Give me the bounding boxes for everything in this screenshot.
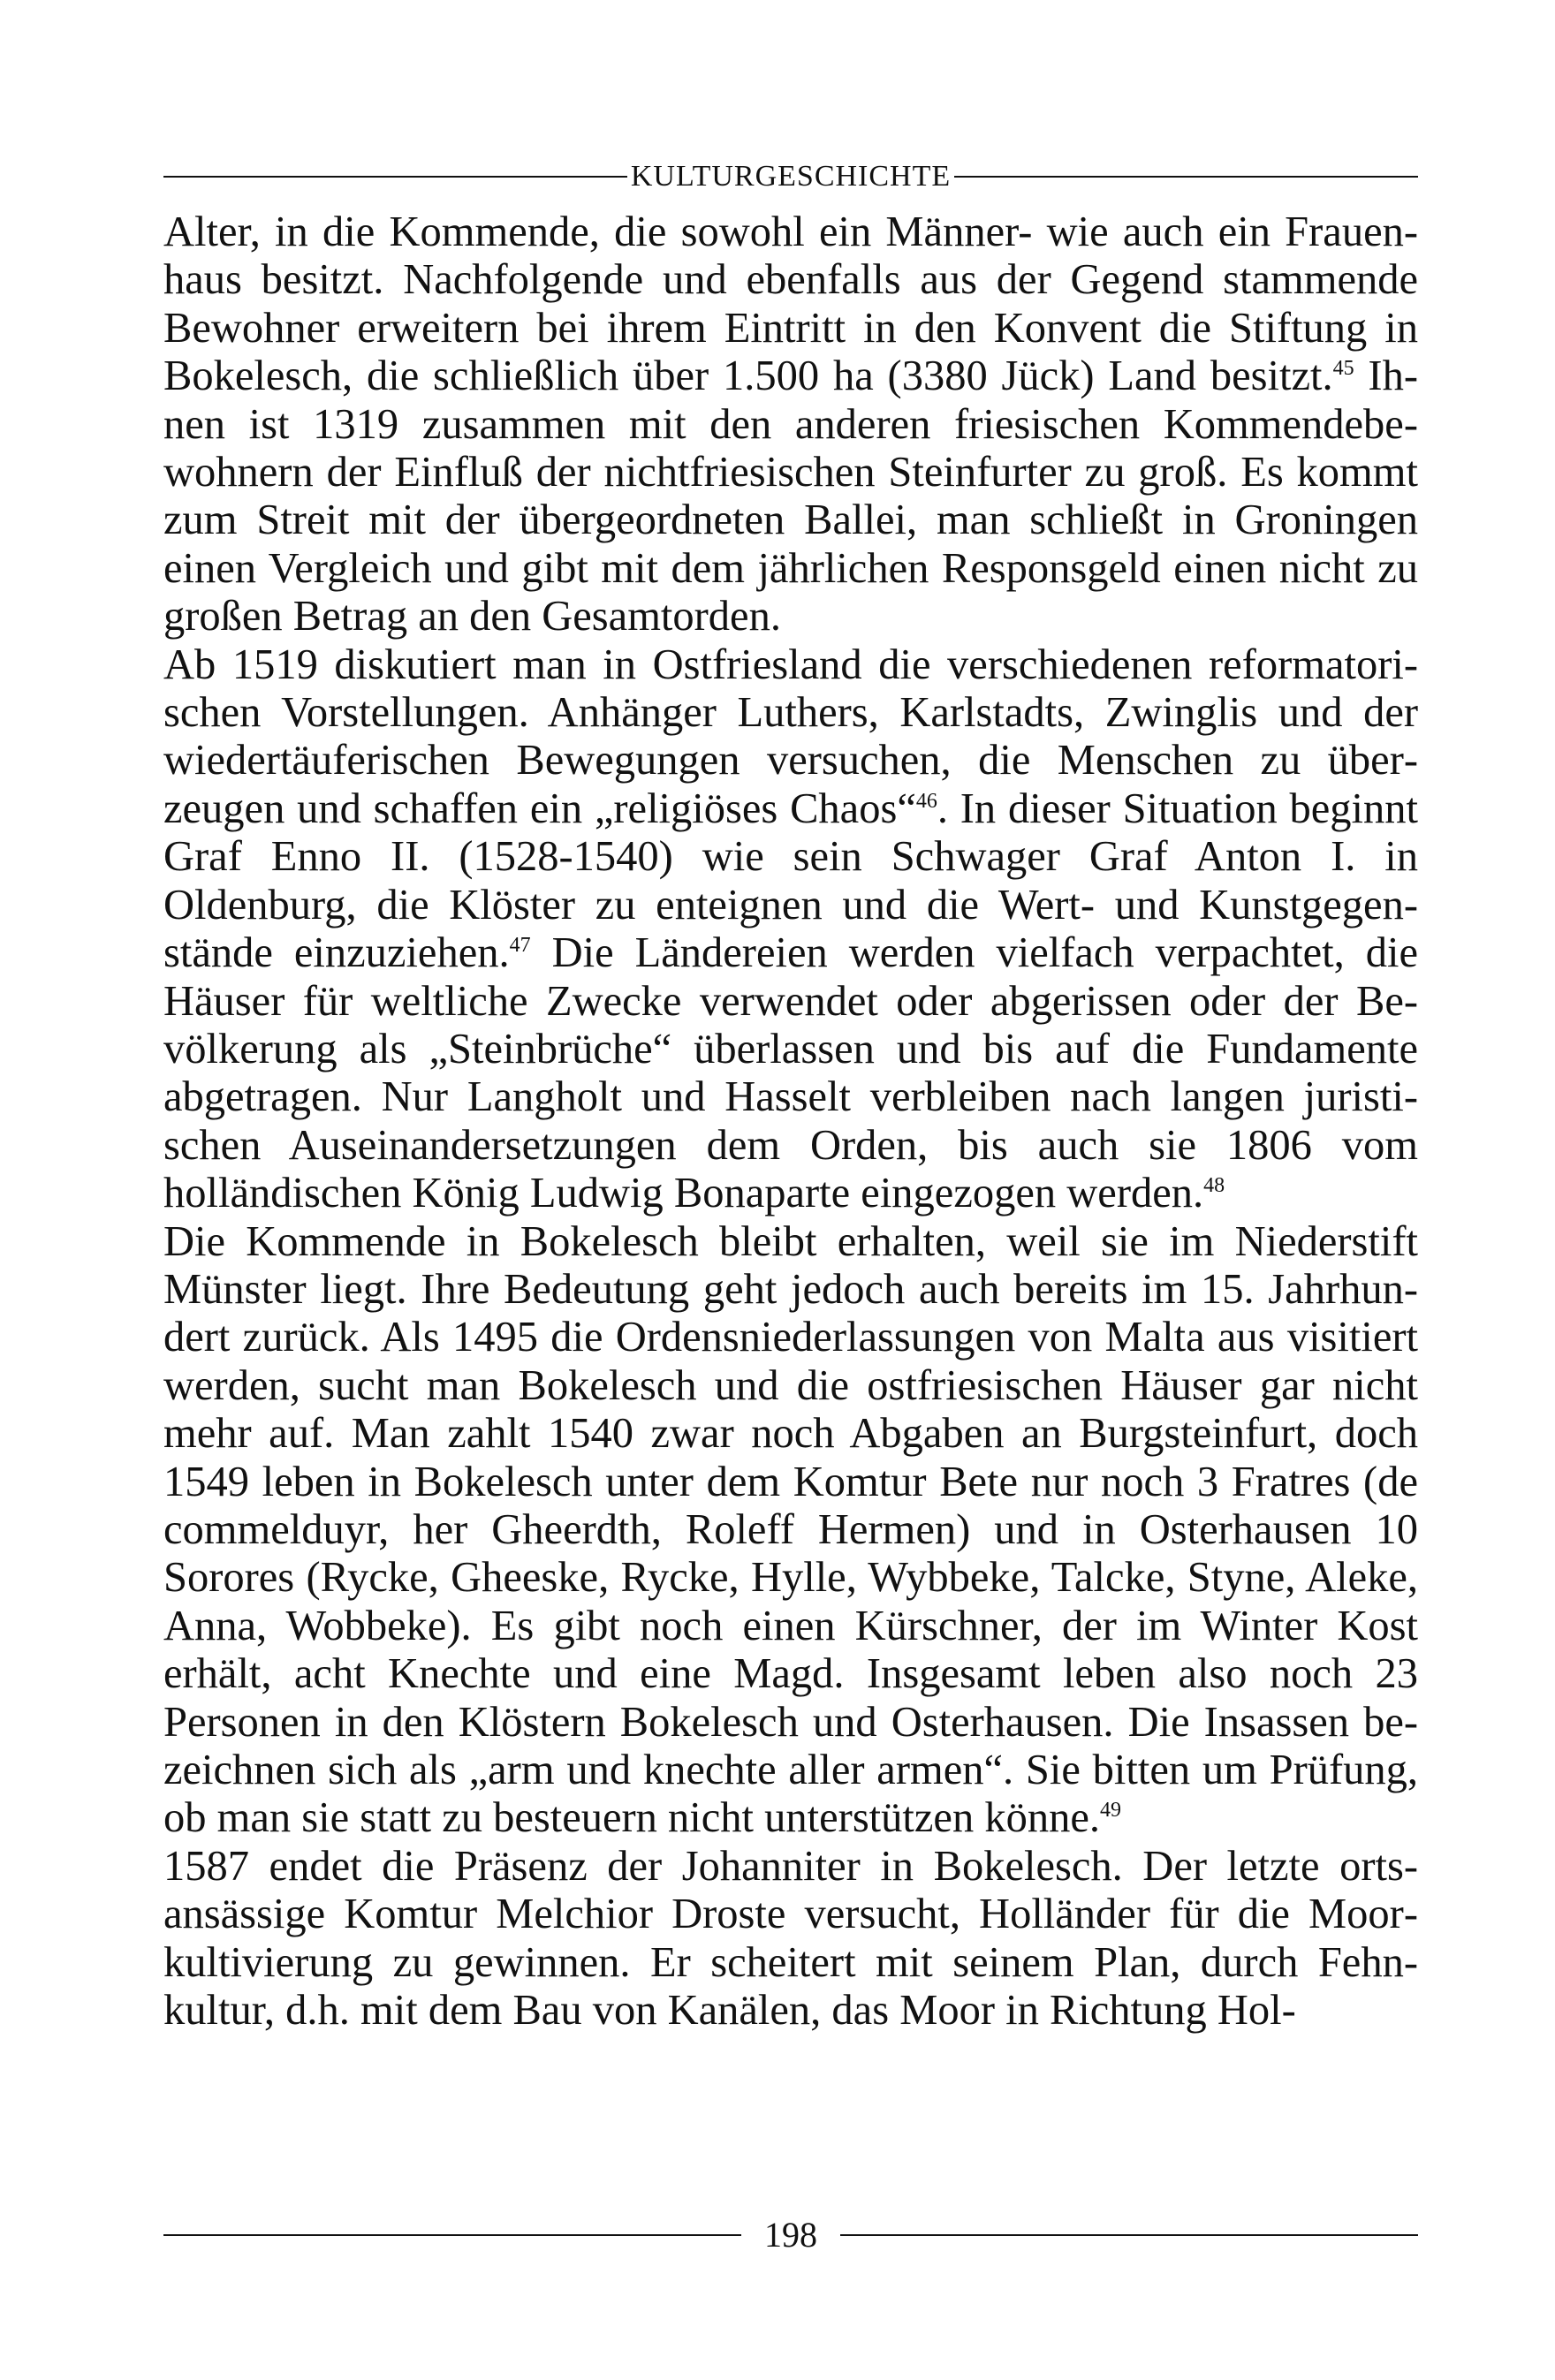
paragraph-2-text-cont: . In dieser Situation beginnt Graf Enno II. (1528-1540) wie sein Schwager Graf Anton I. in Oldenburg, die Klöster zu enteignen und die Wert- und Kunstgegenstände einzuziehen. bbox=[163, 784, 1418, 977]
footer-rule-right bbox=[840, 2234, 1418, 2236]
paragraph-3-text: Die Kommende in Bokelesch bleibt erhalten, weil sie im Niederstift Münster liegt. Ihre Bedeutung geht jedoch auch bereits im 15. Jahrhundert zurück. Als 1495 die Ordensniederlassungen von Malta aus visitiert werden, sucht man Bokelesch und die ostfriesischen Häuser gar nicht mehr auf. Man zahlt 1540 zwar noch Abgaben an Burgsteinfurt, doch 1549 leben in Bokelesch unter dem Komtur Bete nur noch 3 Fratres (de commelduyr, her Gheerdth, Roleff Hermen) und in Osterhausen 10 Sorores (Rycke, Gheeske, Rycke, Hylle, Wybbeke, Talcke, Styne, Aleke, Anna, Wobbeke). Es gibt noch einen Kürschner, der im Winter Kost erhält, acht Knechte und eine Magd. Insgesamt leben also noch 23 Personen in den Klöstern Bokelesch und Osterhausen. Die Insassen bezeichnen sich als „arm und knechte aller armen“. Sie bitten um Prüfung, ob man sie statt zu besteuern nicht unterstützen könne. bbox=[163, 1217, 1418, 1842]
paragraph-4-text: 1587 endet die Präsenz der Johanniter in Bokelesch. Der letzte ortsansässige Komtur Melchior Droste versucht, Holländer für die Moorkultivierung zu gewinnen. Er scheitert mit seinem Plan, durch Fehnkultur, d.h. mit dem Bau von Kanälen, das Moor in Richtung Hol- bbox=[163, 1842, 1418, 2035]
paragraph-2-text-cont2: Die Ländereien werden vielfach verpachtet, die Häuser für weltliche Zwecke verwendet oder abgerissen oder der Bevölkerung als „Steinbrüche“ überlassen und bis auf die Fundamente abgetragen. Nur Langholt und Hasselt verbleiben nach langen juristischen Auseinandersetzungen dem Orden, bis auch sie 1806 vom holländischen König Ludwig Bonaparte eingezogen werden. bbox=[163, 929, 1418, 1217]
paragraph-1-text-cont: Ihnen ist 1319 zusammen mit den anderen friesischen Kommendebewohnern der Einfluß der nichtfriesischen Steinfurter zu groß. Es kommt zum Streit mit der übergeordneten Ballei, man schließt in Groningen einen Vergleich und gibt mit dem jährlichen Responsgeld einen nicht zu großen Betrag an den Gesamtorden. bbox=[163, 352, 1418, 640]
page-number: 198 bbox=[764, 2215, 817, 2255]
paragraph-3 bbox=[163, 1218, 1418, 1843]
footnote-marker-47: 47 bbox=[509, 933, 531, 957]
running-header bbox=[163, 152, 1418, 201]
footnote-marker-48: 48 bbox=[1203, 1173, 1225, 1197]
paragraph-2 bbox=[163, 641, 1418, 1218]
footnote-marker-45: 45 bbox=[1332, 357, 1354, 381]
header-rule-left bbox=[163, 176, 627, 178]
paragraph-4 bbox=[163, 1843, 1418, 2035]
paragraph-1-text: Alter, in die Kommende, die sowohl ein Männer- wie auch ein Frauenhaus besitzt. Nachfolgende und ebenfalls aus der Gegend stammende Bewohner erweitern bei ihrem Eintritt in den Konvent die Stiftung in Bokelesch, die schließlich über 1.500 ha (3380 Jück) Land besitzt. bbox=[163, 208, 1418, 400]
header-rule-right bbox=[954, 176, 1418, 178]
paragraph-1 bbox=[163, 208, 1418, 641]
header-title: KULTURGESCHICHTE bbox=[630, 160, 952, 193]
footnote-marker-49: 49 bbox=[1099, 1799, 1121, 1823]
footnote-marker-46: 46 bbox=[915, 789, 937, 813]
footer-rule-left bbox=[163, 2234, 741, 2236]
page-footer bbox=[163, 2209, 1418, 2262]
body-text bbox=[163, 208, 1418, 2035]
paragraph-2-text: Ab 1519 diskutiert man in Ostfriesland die verschiedenen reformatorischen Vorstellungen. Anhänger Luthers, Karlstadts, Zwinglis und der wiedertäuferischen Bewegungen versuchen, die Menschen zu überzeugen und schaffen ein „religiöses Chaos“ bbox=[163, 640, 1418, 832]
